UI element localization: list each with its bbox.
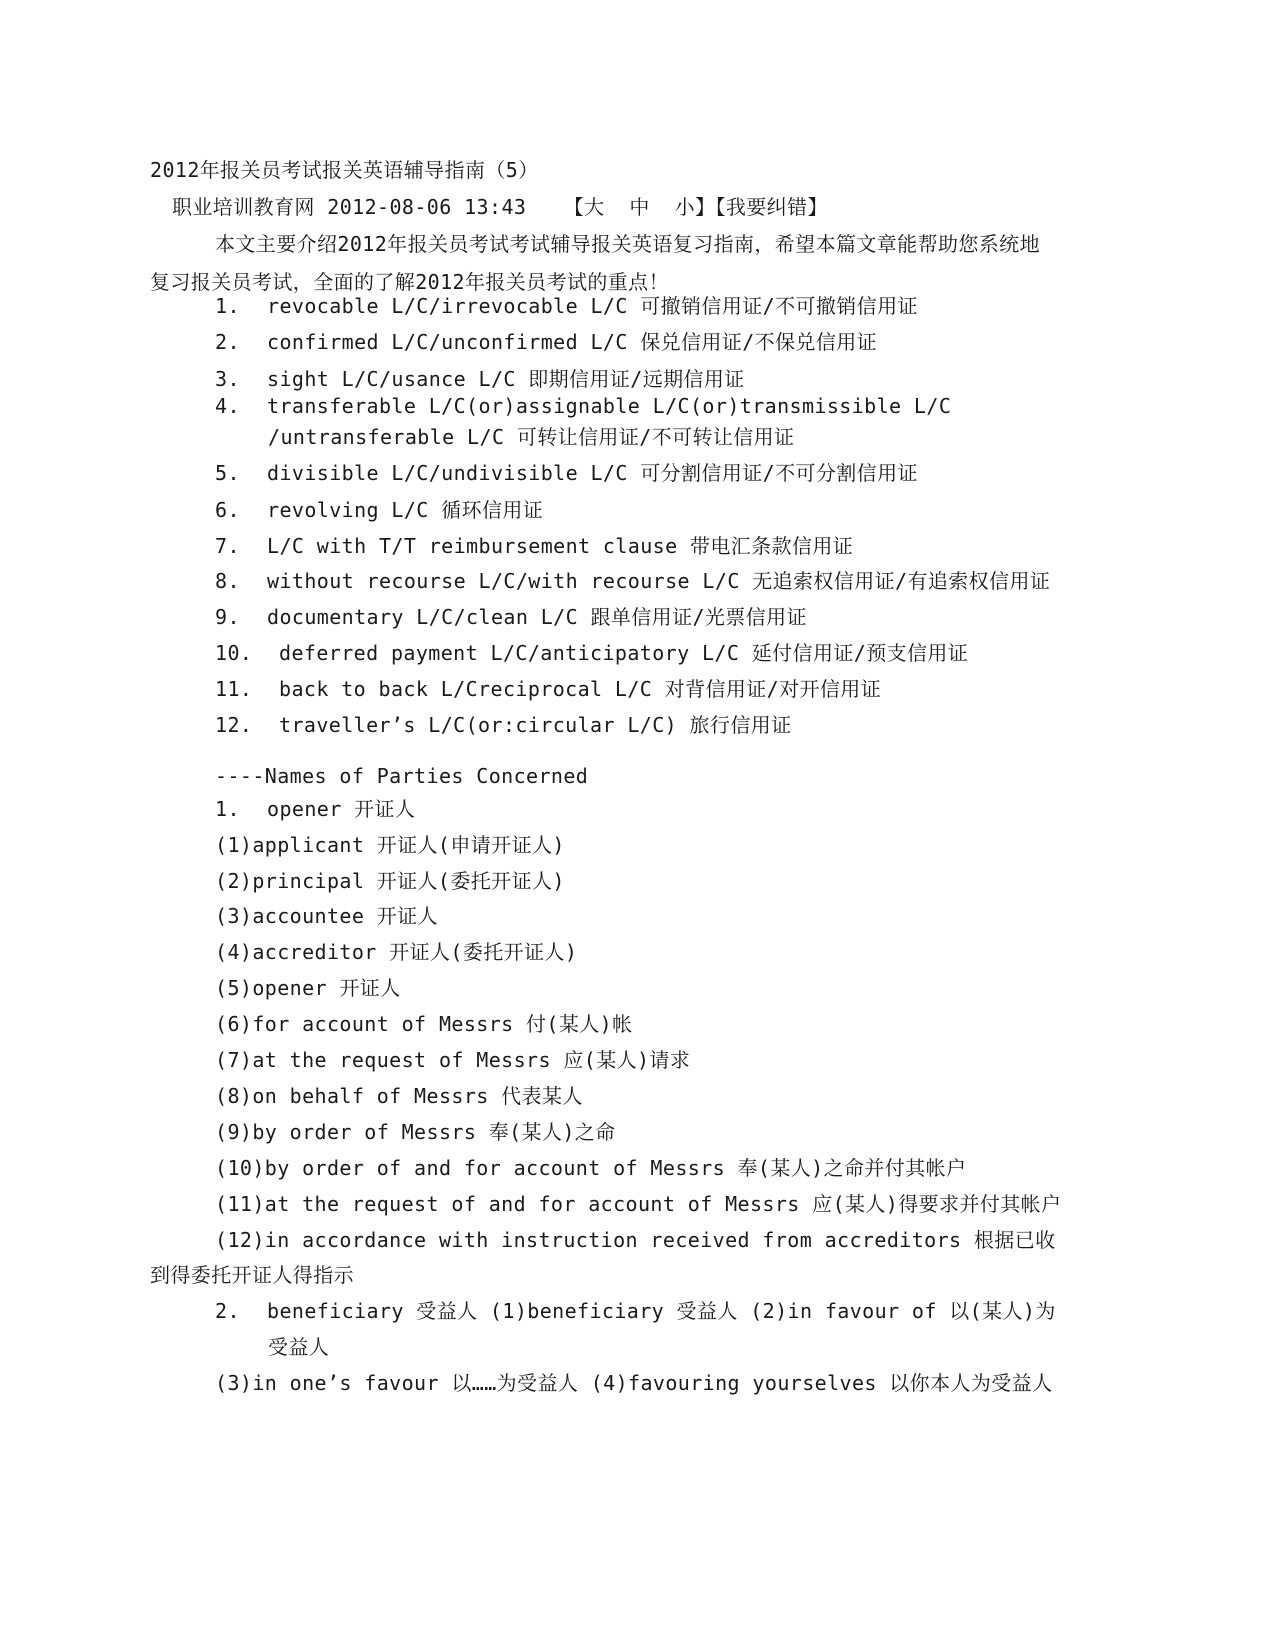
sub-item: (4)accreditor 开证人(委托开证人)	[215, 940, 578, 964]
publish-datetime: 2012-08-06 13:43	[327, 195, 527, 219]
sub-item: (7)at the request of Messrs 应(某人)请求	[215, 1048, 691, 1072]
article-title: 2012年报关员考试报关英语辅导指南（5）	[150, 158, 539, 182]
list-item-text: divisible L/C/undivisible L/C 可分割信用证/不可分割信用证	[267, 461, 918, 485]
intro-paragraph-line-1: 本文主要介绍2012年报关员考试考试辅导报关英语复习指南，希望本篇文章能帮助您系统地	[215, 232, 1040, 256]
article-meta	[172, 193, 828, 221]
list-item-text: traveller’s L/C(or:circular L/C) 旅行信用证	[279, 713, 792, 737]
report-error-link[interactable]: 【我要纠错】	[715, 195, 828, 219]
list-item-text: sight L/C/usance L/C 即期信用证/远期信用证	[267, 367, 745, 391]
sub-item: (12)in accordance with instruction received from accreditors 根据已收	[215, 1228, 1056, 1252]
list-item-number: 2.	[215, 330, 240, 354]
list-item-text: revocable L/C/irrevocable L/C 可撤销信用证/不可撤销信用证	[267, 294, 918, 318]
list-item-number: 6.	[215, 498, 240, 522]
list-item	[215, 292, 918, 320]
sub-item: (2)principal 开证人(委托开证人)	[215, 869, 565, 893]
list-item-number: 10.	[215, 641, 253, 665]
list-item-text: opener 开证人	[267, 797, 416, 821]
list-item-text: L/C with T/T reimbursement clause 带电汇条款信用证	[267, 534, 854, 558]
list-item-number: 9.	[215, 605, 240, 629]
sub-item: (10)by order of and for account of Messrs 奉(某人)之命并付其帐户	[215, 1156, 967, 1180]
list-item-continuation: /untransferable L/C 可转让信用证/不可转让信用证	[268, 425, 795, 449]
list-item-text: deferred payment L/C/anticipatory L/C 延付信用证/预支信用证	[279, 641, 969, 665]
list-item-number: 4.	[215, 394, 240, 418]
font-size-large-button[interactable]: 大	[584, 195, 605, 219]
list-item-text: beneficiary 受益人 (1)beneficiary 受益人 (2)in favour of 以(某人)为	[267, 1299, 1056, 1323]
list-item	[215, 328, 877, 356]
list-item	[215, 639, 968, 667]
list-item-text: revolving L/C 循环信用证	[267, 498, 544, 522]
list-item-number: 7.	[215, 534, 240, 558]
list-item-number: 11.	[215, 677, 253, 701]
list-item-text: transferable L/C(or)assignable L/C(or)transmissible L/C	[267, 394, 952, 418]
list-item-continuation: 受益人	[268, 1335, 330, 1359]
list-item-text: without recourse L/C/with recourse L/C 无追索权信用证/有追索权信用证	[267, 569, 1051, 593]
list-item-number: 8.	[215, 569, 240, 593]
font-size-bracket-open: 【	[563, 195, 585, 219]
source-name: 职业培训教育网	[172, 195, 315, 219]
sub-item: (5)opener 开证人	[215, 976, 401, 1000]
font-size-bracket-close: 】	[695, 195, 716, 219]
list-item-text: documentary L/C/clean L/C 跟单信用证/光票信用证	[267, 605, 807, 629]
list-item	[215, 567, 1050, 595]
list-item-text: confirmed L/C/unconfirmed L/C 保兑信用证/不保兑信用证	[267, 330, 878, 354]
sub-item: (8)on behalf of Messrs 代表某人	[215, 1084, 583, 1108]
list-item	[215, 365, 745, 393]
list-item	[215, 392, 951, 420]
sub-item-continuation: 到得委托开证人得指示	[150, 1263, 354, 1287]
list-item-number: 3.	[215, 367, 240, 391]
sub-item: (1)applicant 开证人(申请开证人)	[215, 833, 565, 857]
font-size-medium-button[interactable]: 中	[629, 195, 650, 219]
sub-item: (11)at the request of and for account of Messrs 应(某人)得要求并付其帐户	[215, 1192, 1062, 1216]
list-item-number: 5.	[215, 461, 240, 485]
list-item	[215, 711, 792, 739]
list-item	[215, 795, 415, 823]
list-item	[215, 603, 807, 631]
sub-item: (3)accountee 开证人	[215, 904, 438, 928]
sub-item: (3)in one’s favour 以……为受益人 (4)favouring yourselves 以你本人为受益人	[215, 1371, 1053, 1395]
list-item	[215, 496, 543, 524]
sub-item: (6)for account of Messrs 付(某人)帐	[215, 1012, 633, 1036]
list-item-number: 1.	[215, 294, 240, 318]
list-item-number: 2.	[215, 1299, 240, 1323]
intro-paragraph-line-2: 复习报关员考试，全面的了解2012年报关员考试的重点！	[150, 270, 669, 294]
sub-item: (9)by order of Messrs 奉(某人)之命	[215, 1120, 616, 1144]
list-item-number: 12.	[215, 713, 253, 737]
font-size-small-button[interactable]: 小	[674, 195, 696, 219]
list-item	[215, 1297, 1056, 1325]
section-heading: ----Names of Parties Concerned	[215, 764, 589, 788]
list-item	[215, 459, 918, 487]
list-item	[215, 675, 881, 703]
list-item-text: back to back L/Creciprocal L/C 对背信用证/对开信用证	[279, 677, 882, 701]
list-item	[215, 532, 853, 560]
list-item-number: 1.	[215, 797, 240, 821]
